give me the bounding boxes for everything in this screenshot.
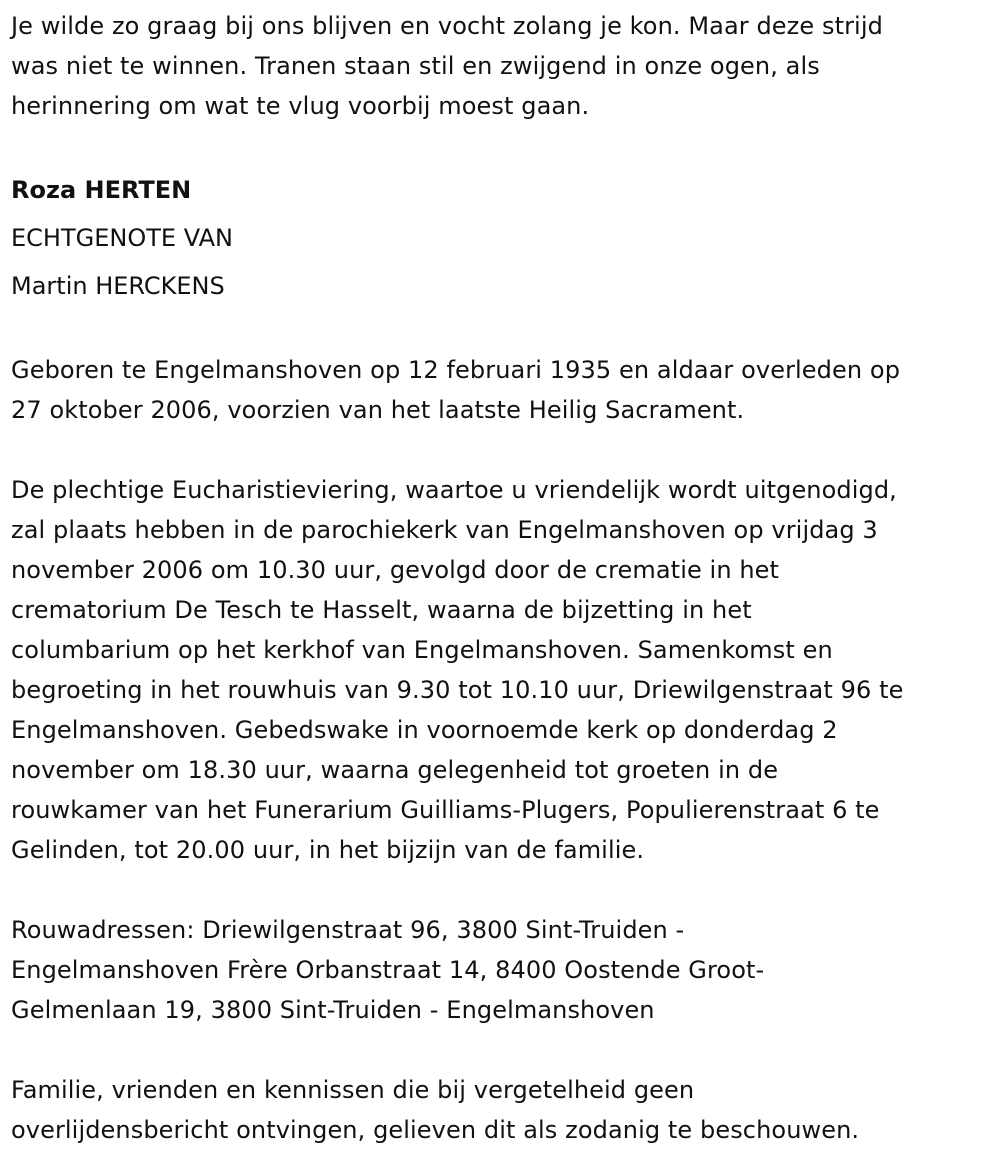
- spacer: [11, 126, 996, 166]
- deceased-name: Roza HERTEN: [11, 176, 192, 204]
- spacer: [11, 870, 996, 910]
- spacer: [11, 1030, 996, 1070]
- addresses-paragraph: Rouwadressen: Driewilgenstraat 96, 3800 Sint-Truiden - Engelmanshoven Frère Orbanstraat 14, 8400 Oostende Groot- Gelmenlaan 19, 3800 Sint-Truiden - Engelmanshoven: [11, 916, 765, 1024]
- spouse-name: Martin HERCKENS: [11, 272, 225, 300]
- closing-paragraph: Familie, vrienden en kennissen die bij vergetelheid geen overlijdensbericht ontvingen, gelieven dit als zodanig te beschouwen.: [11, 1076, 860, 1144]
- relation-label: ECHTGENOTE VAN: [11, 224, 233, 252]
- intro-paragraph: Je wilde zo graag bij ons blijven en vocht zolang je kon. Maar deze strijd was niet te winnen. Tranen staan stil en zwijgend in onze ogen, als herinnering om wat te vlug voorbij moest gaan.: [11, 12, 883, 120]
- deceased-block: [11, 166, 996, 310]
- ceremony-paragraph: De plechtige Eucharistieviering, waartoe u vriendelijk wordt uitgenodigd, zal plaats hebben in de parochiekerk van Engelmanshoven op vrijdag 3 november 2006 om 10.30 uur, gevolgd door de crematie in het crematorium De Tesch te Hasselt, waarna de bijzetting in het columbarium op het kerkhof van Engelmanshoven. Samenkomst en begroeting in het rouwhuis van 9.30 tot 10.10 uur, Driewilgenstraat 96 te Engelmanshoven. Gebedswake in voornoemde kerk op donderdag 2 november om 18.30 uur, waarna gelegenheid tot groeten in de rouwkamer van het Funerarium Guilliams-Plugers, Populierenstraat 6 te Gelinden, tot 20.00 uur, in het bijzijn van de familie.: [11, 476, 904, 864]
- birth-death-paragraph: Geboren te Engelmanshoven op 12 februari 1935 en aldaar overleden op 27 oktober 2006, voorzien van het laatste Heilig Sacrament.: [11, 356, 901, 424]
- spacer: [11, 310, 996, 350]
- obituary-document: [11, 6, 996, 1150]
- spacer: [11, 430, 996, 470]
